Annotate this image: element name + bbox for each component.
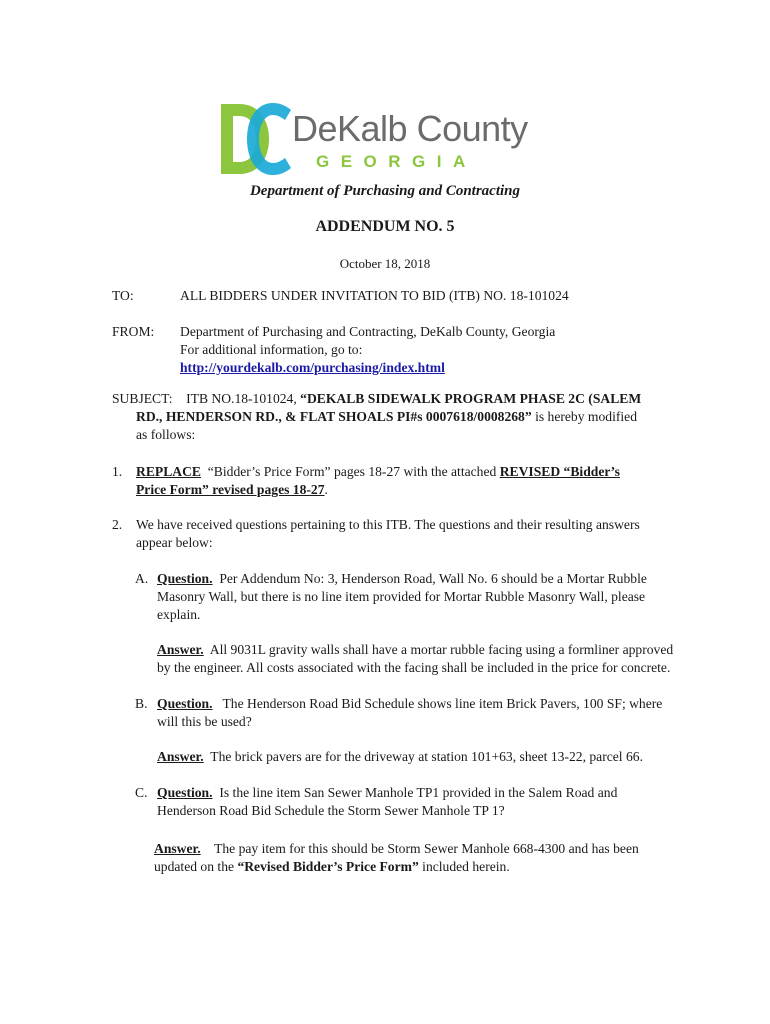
answer-b-line-1: The brick pavers are for the driveway at station 101+63, sheet 13-22, parcel 66. bbox=[210, 749, 643, 764]
question-a-line-2: Masonry Wall, but there is no line item provided for Mortar Rubble Masonry Wall, please bbox=[157, 589, 646, 604]
from-line-1: Department of Purchasing and Contracting, DeKalb County, Georgia bbox=[180, 324, 556, 339]
answer-label: Answer. bbox=[154, 841, 201, 856]
revised-form-line-2: Price Form” revised pages 18-27 bbox=[136, 482, 325, 497]
question-c-line-1: Is the line item San Sewer Manhole TP1 provided in the Salem Road and bbox=[219, 785, 618, 800]
to-value: ALL BIDDERS UNDER INVITATION TO BID (ITB) NO. 18-101024 bbox=[180, 288, 569, 303]
item-2-line-2: appear below: bbox=[136, 535, 213, 550]
revised-form-name: “Revised Bidder’s Price Form” bbox=[237, 859, 419, 874]
item-number: 2. bbox=[112, 517, 123, 532]
subject-suffix-2: as follows: bbox=[136, 427, 196, 442]
item-number: 1. bbox=[112, 464, 123, 479]
question-label: Question. bbox=[157, 571, 213, 586]
from-block bbox=[180, 323, 720, 377]
department-heading: Department of Purchasing and Contracting bbox=[249, 183, 521, 199]
question-b-line-2: will this be used? bbox=[157, 714, 252, 729]
item-1-end: . bbox=[324, 482, 328, 497]
subject-suffix-1: is hereby modified bbox=[535, 409, 637, 424]
addendum-title: ADDENDUM NO. 5 bbox=[315, 218, 455, 235]
answer-c-line-1: The pay item for this should be Storm Sewer Manhole 668-4300 and has been bbox=[214, 841, 639, 856]
answer-b bbox=[157, 748, 742, 766]
answer-c-line-2-prefix: updated on the bbox=[154, 859, 235, 874]
dc-logo-mark-icon bbox=[219, 100, 299, 178]
answer-a-line-2: by the engineer. All costs associated with the facing shall be included in the price for concrete. bbox=[157, 660, 671, 675]
revised-form-line-1: REVISED “Bidder’s bbox=[499, 464, 620, 479]
answer-label: Answer. bbox=[157, 642, 204, 657]
question-letter: B. bbox=[135, 696, 148, 711]
question-c-line-2: Henderson Road Bid Schedule the Storm Sewer Manhole TP 1? bbox=[157, 803, 505, 818]
from-line-2: For additional information, go to: bbox=[180, 342, 363, 357]
subject-title-line-1: “DEKALB SIDEWALK PROGRAM PHASE 2C (SALEM bbox=[300, 391, 642, 406]
question-b-line-1: The Henderson Road Bid Schedule shows line item Brick Pavers, 100 SF; where bbox=[222, 696, 663, 711]
question-label: Question. bbox=[157, 696, 213, 711]
item-2-line-1: We have received questions pertaining to this ITB. The questions and their resulting answers bbox=[136, 517, 640, 532]
item-1-text: “Bidder’s Price Form” pages 18-27 with the attached bbox=[207, 464, 497, 479]
to-label: TO: bbox=[112, 288, 134, 303]
logo-county-name: DeKalb County bbox=[292, 108, 528, 149]
answer-c-line-2-suffix: included herein. bbox=[422, 859, 510, 874]
subject-title-line-2: RD., HENDERSON RD., & FLAT SHOALS PI#s 0007618/0008268” bbox=[136, 409, 532, 424]
question-a-line-3: explain. bbox=[157, 607, 201, 622]
addendum-date: October 18, 2018 bbox=[339, 256, 431, 271]
question-label: Question. bbox=[157, 785, 213, 800]
from-label: FROM: bbox=[112, 324, 155, 339]
answer-label: Answer. bbox=[157, 749, 204, 764]
subject-block bbox=[112, 390, 692, 444]
question-a-line-1: Per Addendum No: 3, Henderson Road, Wall No. 6 should be a Mortar Rubble bbox=[219, 571, 647, 586]
subject-label: SUBJECT: bbox=[112, 391, 173, 406]
answer-a-line-1: All 9031L gravity walls shall have a mortar rubble facing using a formliner approved bbox=[209, 642, 674, 657]
logo-state-name: GEORGIA bbox=[316, 152, 477, 171]
question-letter: A. bbox=[135, 571, 149, 586]
answer-a bbox=[157, 641, 742, 677]
purchasing-link[interactable]: http://yourdekalb.com/purchasing/index.html bbox=[180, 360, 445, 375]
replace-label: REPLACE bbox=[136, 464, 201, 479]
subject-prefix: ITB NO.18-101024, bbox=[186, 391, 297, 406]
answer-c bbox=[154, 840, 742, 876]
question-letter: C. bbox=[135, 785, 148, 800]
